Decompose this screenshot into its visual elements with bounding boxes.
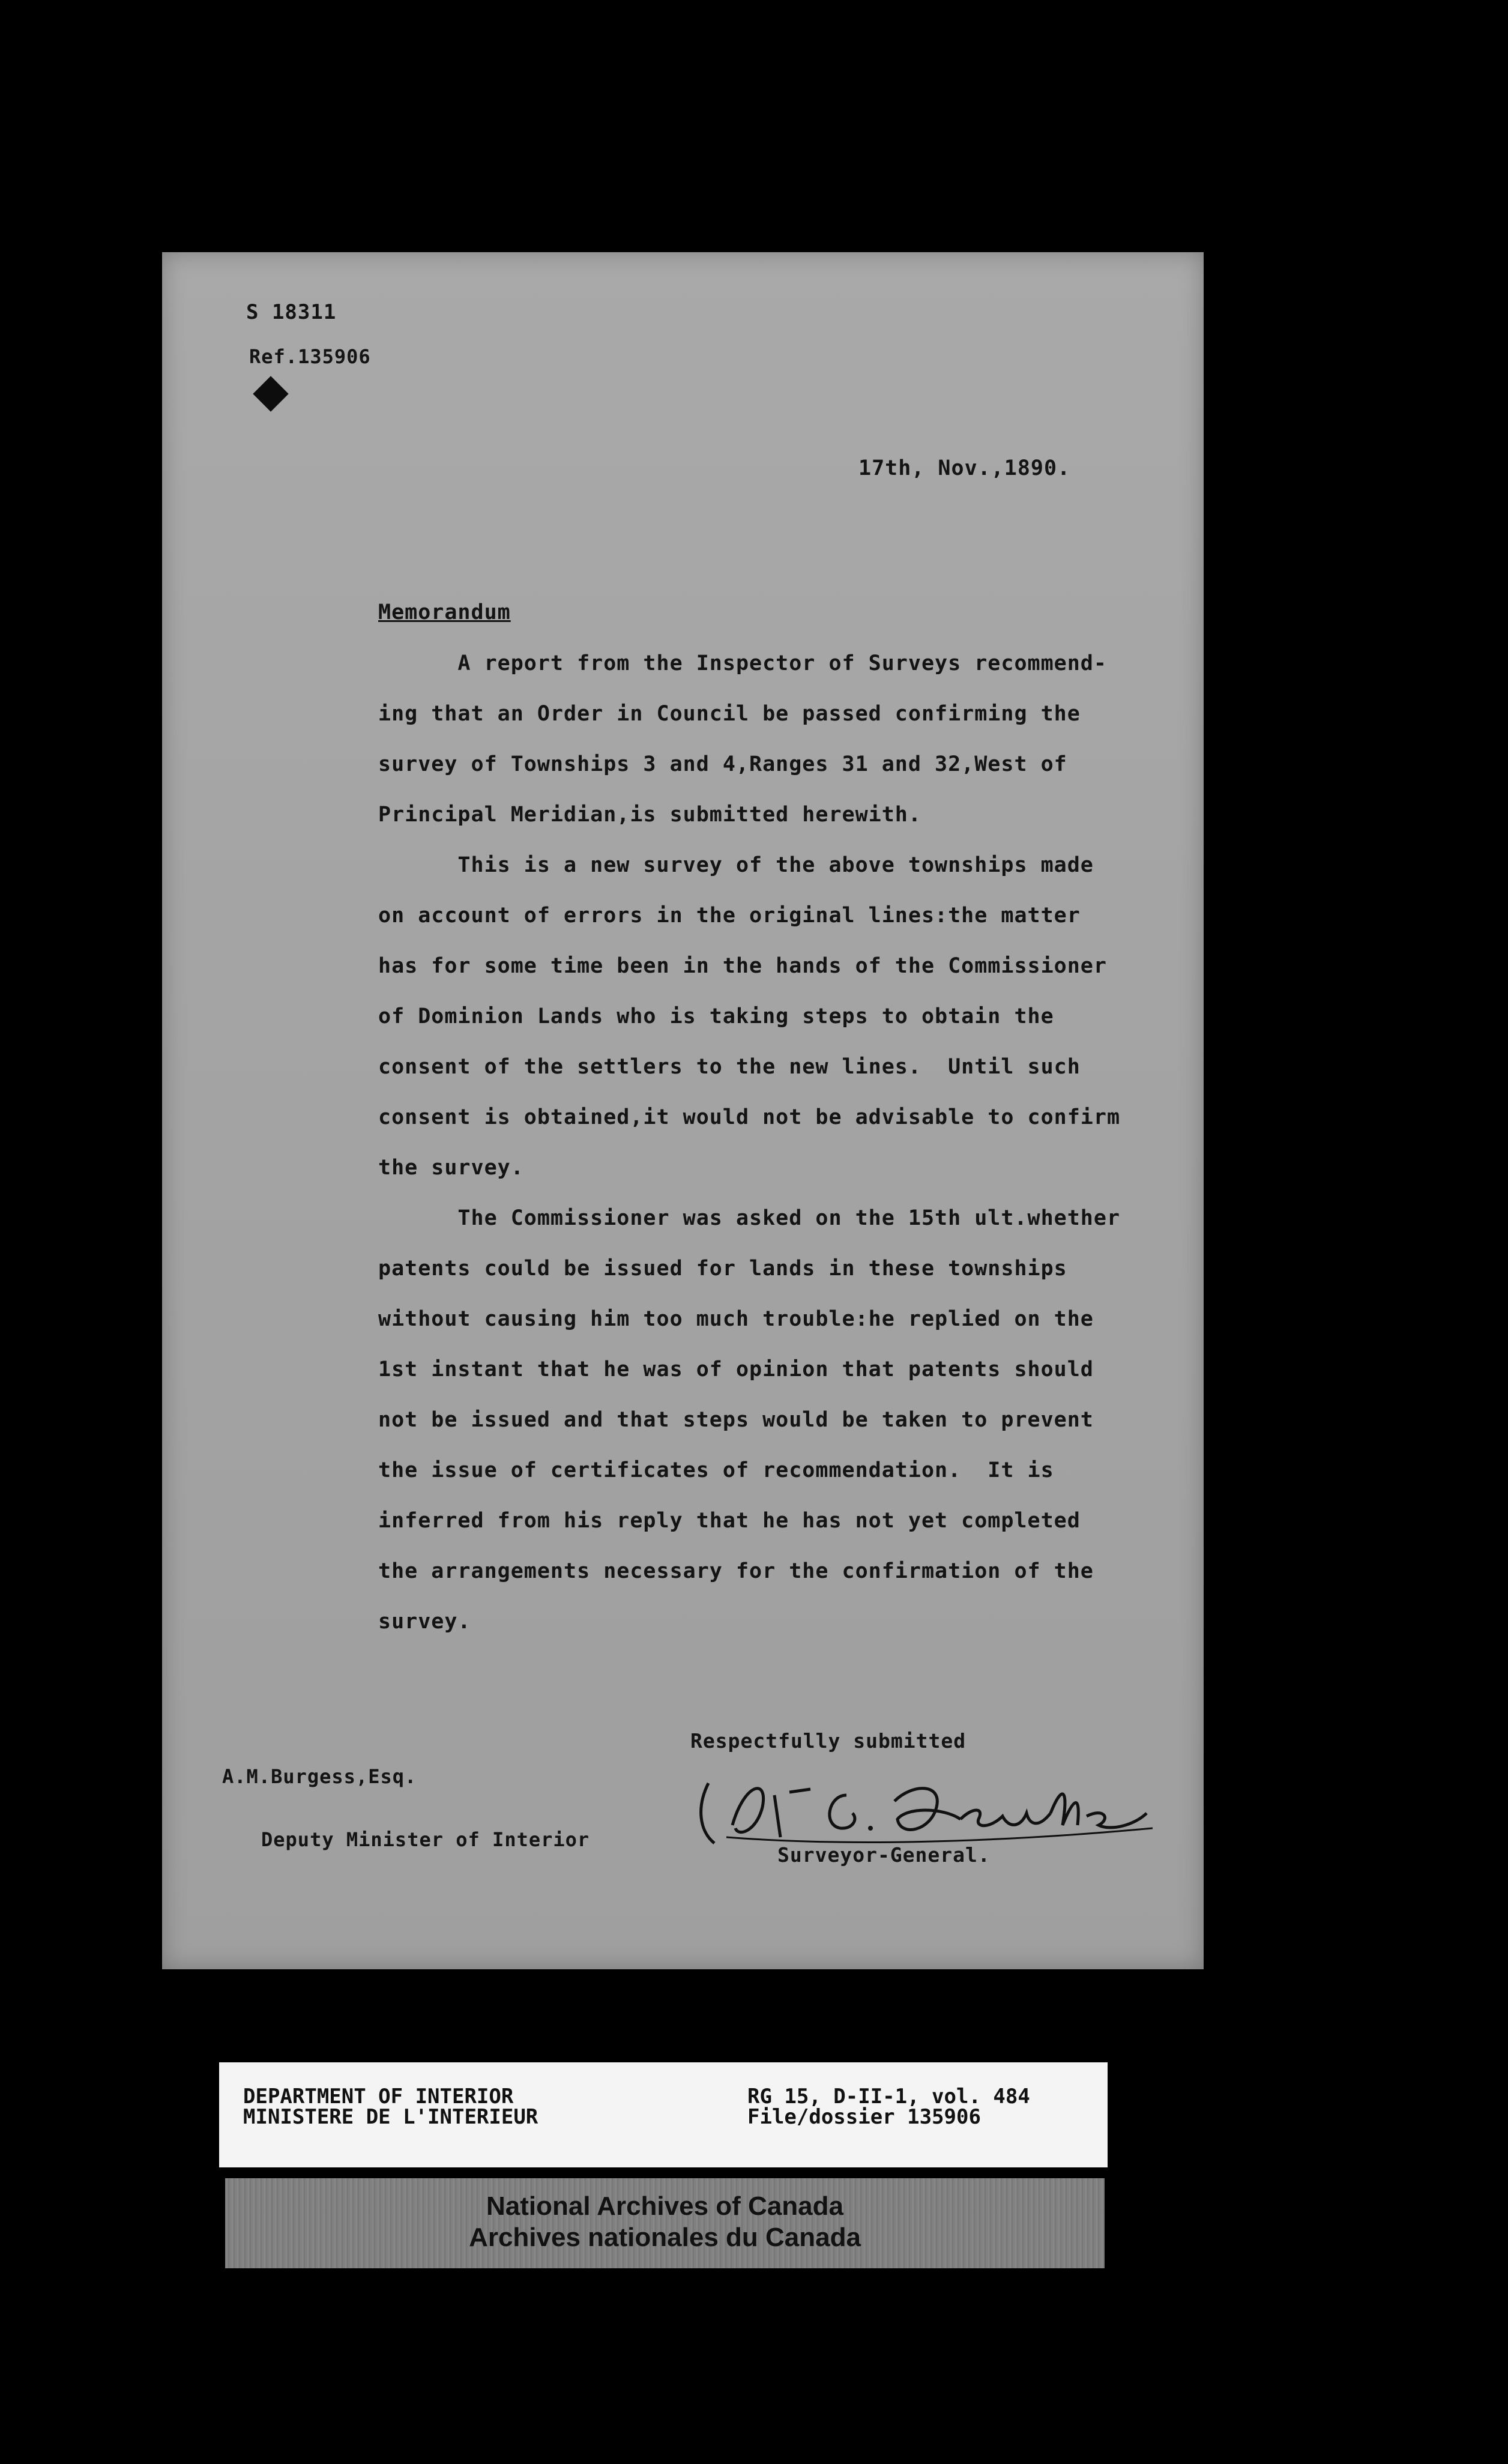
memo-body-line: has for some time been in the hands of the Commissioner xyxy=(378,954,1107,978)
department-fr: MINISTERE DE L'INTERIEUR xyxy=(243,2105,538,2129)
memo-body-line: not be issued and that steps would be taken to prevent xyxy=(378,1408,1094,1432)
archives-name-en: National Archives of Canada xyxy=(486,2191,843,2221)
memo-body-line: patents could be issued for lands in these townships xyxy=(378,1257,1067,1281)
archive-reference: RG 15, D-II-1, vol. 484 xyxy=(747,2085,1030,2109)
memo-body-line: ing that an Order in Council be passed confirming the xyxy=(378,702,1081,726)
memo-body-line: inferred from his reply that he has not yet completed xyxy=(378,1509,1081,1533)
memo-body-line: Principal Meridian,is submitted herewith. xyxy=(378,803,921,827)
addressee-name: A.M.Burgess,Esq. xyxy=(222,1765,417,1788)
archives-banner xyxy=(225,2178,1105,2268)
memo-heading: Memorandum xyxy=(378,600,511,624)
memo-body-line: the survey. xyxy=(378,1156,524,1180)
memo-body-line: of Dominion Lands who is taking steps to obtain the xyxy=(378,1004,1054,1028)
memo-body-line: consent of the settlers to the new lines. Until such xyxy=(378,1055,1081,1079)
diamond-mark-icon xyxy=(253,376,288,411)
department-en: DEPARTMENT OF INTERIOR xyxy=(243,2085,514,2109)
memo-body-line: The Commissioner was asked on the 15th ult.whether xyxy=(378,1206,1121,1230)
memo-body-line: the issue of certificates of recommendation. It is xyxy=(378,1458,1054,1482)
archive-label-card xyxy=(219,2062,1108,2167)
reference-file: Ref.135906 xyxy=(249,345,371,368)
archives-name-fr: Archives nationales du Canada xyxy=(469,2223,861,2252)
memo-body-line: the arrangements necessary for the confirmation of the xyxy=(378,1559,1094,1583)
memo-body-line: 1st instant that he was of opinion that patents should xyxy=(378,1357,1094,1381)
closing-line: Respectfully submitted xyxy=(690,1729,967,1753)
memo-body-line: This is a new survey of the above townships made xyxy=(378,853,1094,877)
memo-body-line: survey. xyxy=(378,1610,471,1634)
document-page xyxy=(162,252,1204,1969)
memo-body-line: consent is obtained,it would not be advisable to confirm xyxy=(378,1105,1121,1129)
memo-body-line: without causing him too much trouble:he replied on the xyxy=(378,1307,1094,1331)
memo-body-line: A report from the Inspector of Surveys recommend- xyxy=(378,651,1107,675)
addressee-title: Deputy Minister of Interior xyxy=(261,1828,590,1851)
archive-file: File/dossier 135906 xyxy=(747,2105,981,2129)
memo-body-line: on account of errors in the original lines:the matter xyxy=(378,904,1081,928)
signatory-title: Surveyor-General. xyxy=(777,1843,991,1867)
memo-date: 17th, Nov.,1890. xyxy=(858,456,1071,480)
reference-number: S 18311 xyxy=(246,300,337,324)
memo-body-line: survey of Townships 3 and 4,Ranges 31 and 32,West of xyxy=(378,752,1067,776)
signature xyxy=(690,1771,1159,1849)
